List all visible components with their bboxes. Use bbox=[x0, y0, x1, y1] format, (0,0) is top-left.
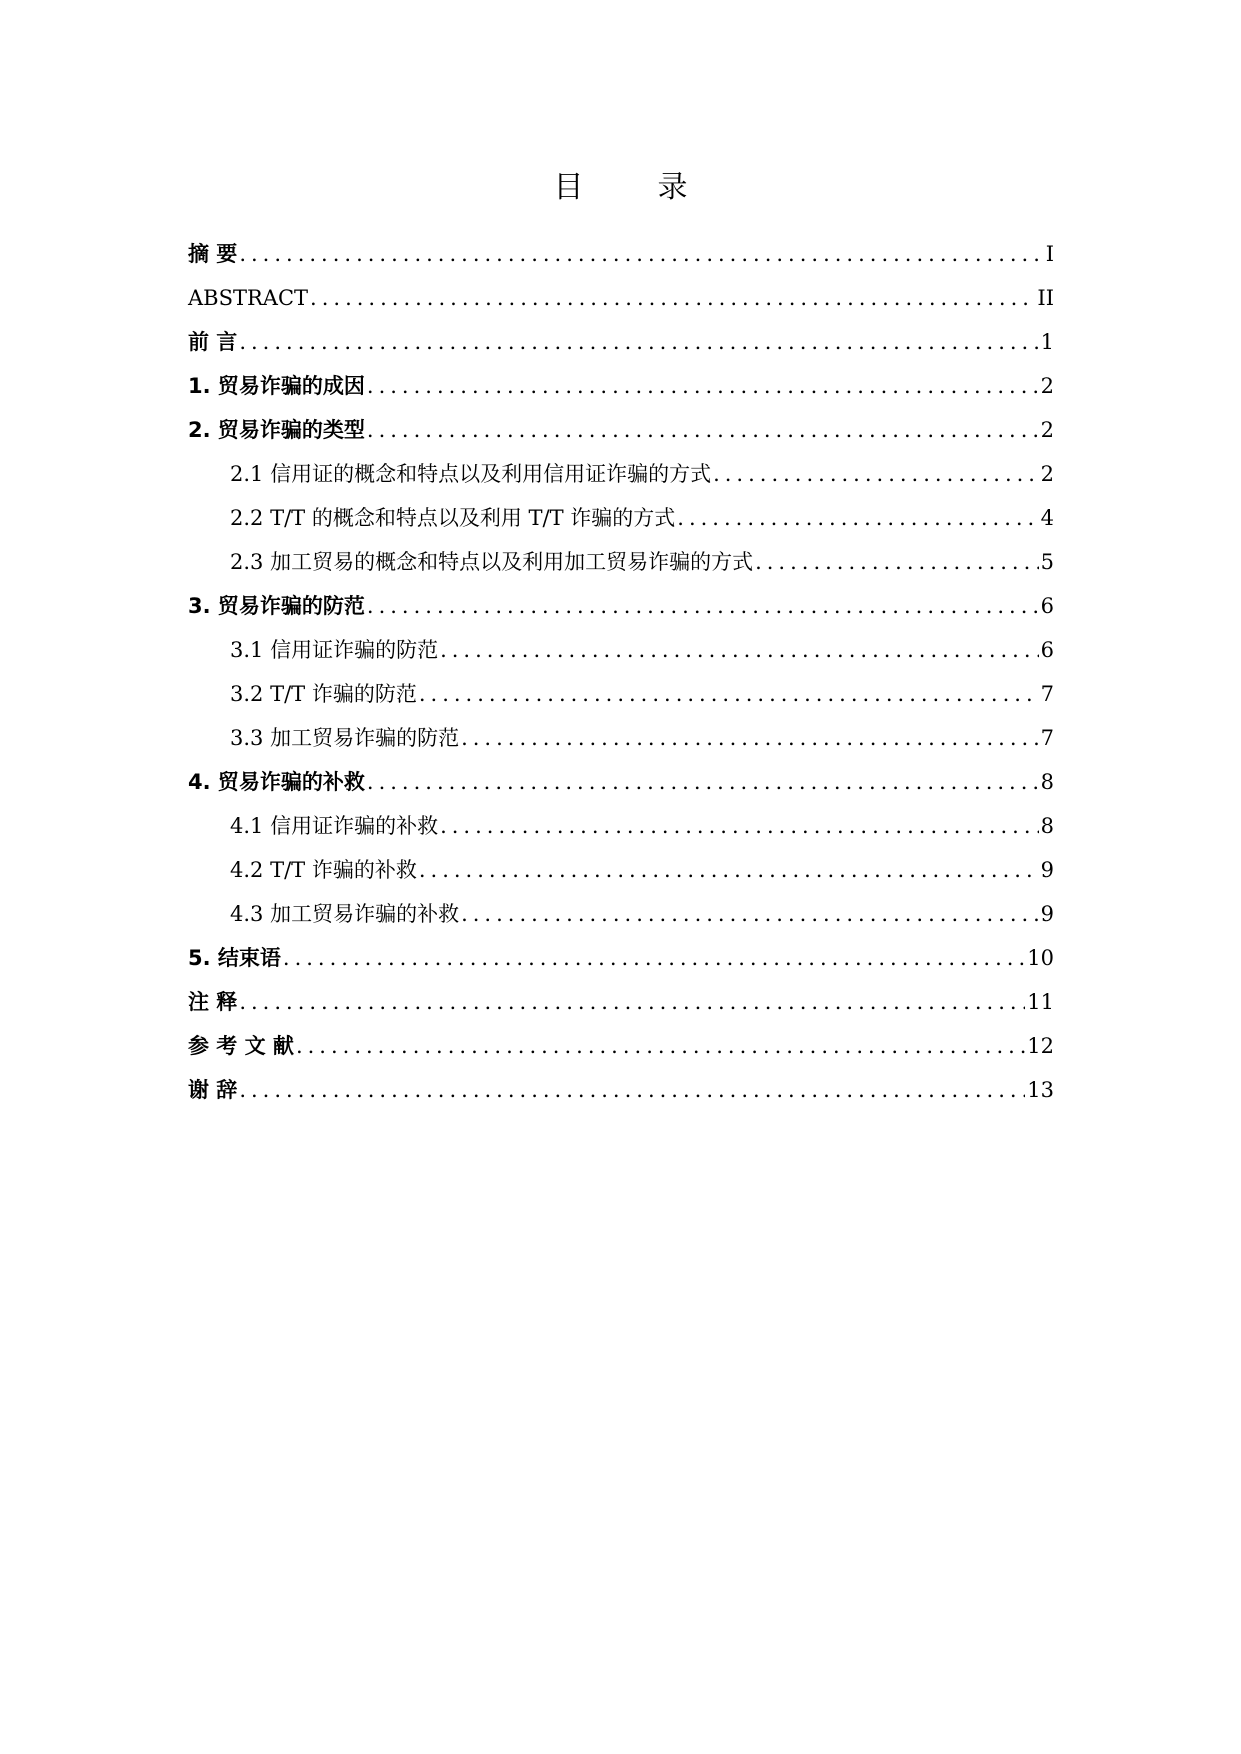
toc-entry-label: 3.3 加工贸易诈骗的防范 bbox=[230, 726, 460, 750]
toc-leader-dots bbox=[367, 584, 1039, 628]
toc-entry-page-number: 2 bbox=[1040, 374, 1054, 398]
toc-entry[interactable] bbox=[188, 760, 1054, 804]
toc-entry-page-number: 9 bbox=[1040, 902, 1054, 926]
toc-entry-page-number: 7 bbox=[1040, 726, 1054, 750]
toc-leader-dots bbox=[239, 320, 1038, 364]
toc-entry-label: 4. 贸易诈骗的补救 bbox=[188, 770, 365, 794]
toc-entry-page-number: 2 bbox=[1040, 418, 1054, 442]
toc-entry[interactable] bbox=[188, 320, 1054, 364]
toc-entry-label: 2.3 加工贸易的概念和特点以及利用加工贸易诈骗的方式 bbox=[230, 550, 754, 574]
toc-leader-dots bbox=[367, 364, 1039, 408]
toc-entry-label: 5. 结束语 bbox=[188, 946, 281, 970]
toc-entry-label: 2.2 T/T 的概念和特点以及利用 T/T 诈骗的方式 bbox=[230, 506, 676, 530]
toc-entry[interactable] bbox=[188, 804, 1054, 848]
toc-entry[interactable] bbox=[188, 496, 1054, 540]
toc-entry-label: 摘 要 bbox=[188, 242, 238, 266]
toc-leader-dots bbox=[440, 804, 1039, 848]
toc-entry-page-number: 6 bbox=[1040, 638, 1054, 662]
toc-entry-label: ABSTRACT bbox=[188, 286, 309, 310]
toc-entry[interactable] bbox=[188, 672, 1054, 716]
toc-leader-dots bbox=[239, 980, 1025, 1024]
toc-entry-page-number: 2 bbox=[1040, 462, 1054, 486]
toc-entry-label: 注 释 bbox=[188, 990, 238, 1014]
toc-entry-page-number: 9 bbox=[1040, 858, 1054, 882]
toc-entry[interactable] bbox=[188, 364, 1054, 408]
toc-entry[interactable] bbox=[188, 1068, 1054, 1112]
toc-entry[interactable] bbox=[188, 584, 1054, 628]
toc-leader-dots bbox=[419, 672, 1039, 716]
table-of-contents bbox=[188, 232, 1054, 1112]
toc-entry-page-number: 8 bbox=[1040, 770, 1054, 794]
toc-leader-dots bbox=[239, 232, 1043, 276]
toc-leader-dots bbox=[367, 760, 1039, 804]
toc-entry-label: 谢 辞 bbox=[188, 1078, 238, 1102]
toc-entry[interactable] bbox=[188, 716, 1054, 760]
toc-entry-page-number: II bbox=[1037, 286, 1054, 310]
toc-entry-page-number: 10 bbox=[1027, 946, 1054, 970]
toc-entry-page-number: 5 bbox=[1040, 550, 1054, 574]
toc-entry-label: 2. 贸易诈骗的类型 bbox=[188, 418, 365, 442]
toc-entry-page-number: 12 bbox=[1027, 1034, 1054, 1058]
toc-entry-page-number: 1 bbox=[1040, 330, 1054, 354]
toc-leader-dots bbox=[461, 892, 1039, 936]
toc-leader-dots bbox=[296, 1024, 1025, 1068]
toc-leader-dots bbox=[713, 452, 1039, 496]
toc-entry[interactable] bbox=[188, 980, 1054, 1024]
toc-entry[interactable] bbox=[188, 892, 1054, 936]
toc-entry[interactable] bbox=[188, 936, 1054, 980]
toc-entry-page-number: 8 bbox=[1040, 814, 1054, 838]
toc-entry-label: 4.3 加工贸易诈骗的补救 bbox=[230, 902, 460, 926]
page-title: 目 录 bbox=[553, 170, 710, 205]
toc-entry-label: 4.1 信用证诈骗的补救 bbox=[230, 814, 439, 838]
toc-leader-dots bbox=[239, 1068, 1025, 1112]
toc-entry-page-number: 7 bbox=[1040, 682, 1054, 706]
toc-leader-dots bbox=[367, 408, 1039, 452]
toc-entry-page-number: 11 bbox=[1027, 990, 1054, 1014]
toc-leader-dots bbox=[461, 716, 1039, 760]
toc-entry-label: 3.2 T/T 诈骗的防范 bbox=[230, 682, 417, 706]
toc-entry-page-number: 6 bbox=[1040, 594, 1054, 618]
toc-entry-label: 参 考 文 献 bbox=[188, 1034, 294, 1058]
toc-entry-label: 前 言 bbox=[188, 330, 238, 354]
toc-entry-page-number: 13 bbox=[1027, 1078, 1054, 1102]
toc-entry-label: 2.1 信用证的概念和特点以及利用信用证诈骗的方式 bbox=[230, 462, 712, 486]
toc-entry[interactable] bbox=[188, 540, 1054, 584]
toc-entry[interactable] bbox=[188, 232, 1054, 276]
toc-entry[interactable] bbox=[188, 452, 1054, 496]
toc-entry-page-number: I bbox=[1045, 242, 1054, 266]
toc-entry[interactable] bbox=[188, 848, 1054, 892]
toc-entry[interactable] bbox=[188, 628, 1054, 672]
toc-leader-dots bbox=[677, 496, 1038, 540]
toc-entry[interactable] bbox=[188, 408, 1054, 452]
toc-leader-dots bbox=[755, 540, 1039, 584]
toc-entry[interactable] bbox=[188, 1024, 1054, 1068]
toc-leader-dots bbox=[283, 936, 1025, 980]
toc-leader-dots bbox=[440, 628, 1039, 672]
toc-leader-dots bbox=[419, 848, 1039, 892]
toc-entry-label: 3.1 信用证诈骗的防范 bbox=[230, 638, 439, 662]
toc-entry-label: 4.2 T/T 诈骗的补救 bbox=[230, 858, 417, 882]
toc-entry[interactable] bbox=[188, 276, 1054, 320]
toc-entry-label: 1. 贸易诈骗的成因 bbox=[188, 374, 365, 398]
toc-entry-page-number: 4 bbox=[1040, 506, 1054, 530]
toc-leader-dots bbox=[310, 276, 1035, 320]
toc-entry-label: 3. 贸易诈骗的防范 bbox=[188, 594, 365, 618]
